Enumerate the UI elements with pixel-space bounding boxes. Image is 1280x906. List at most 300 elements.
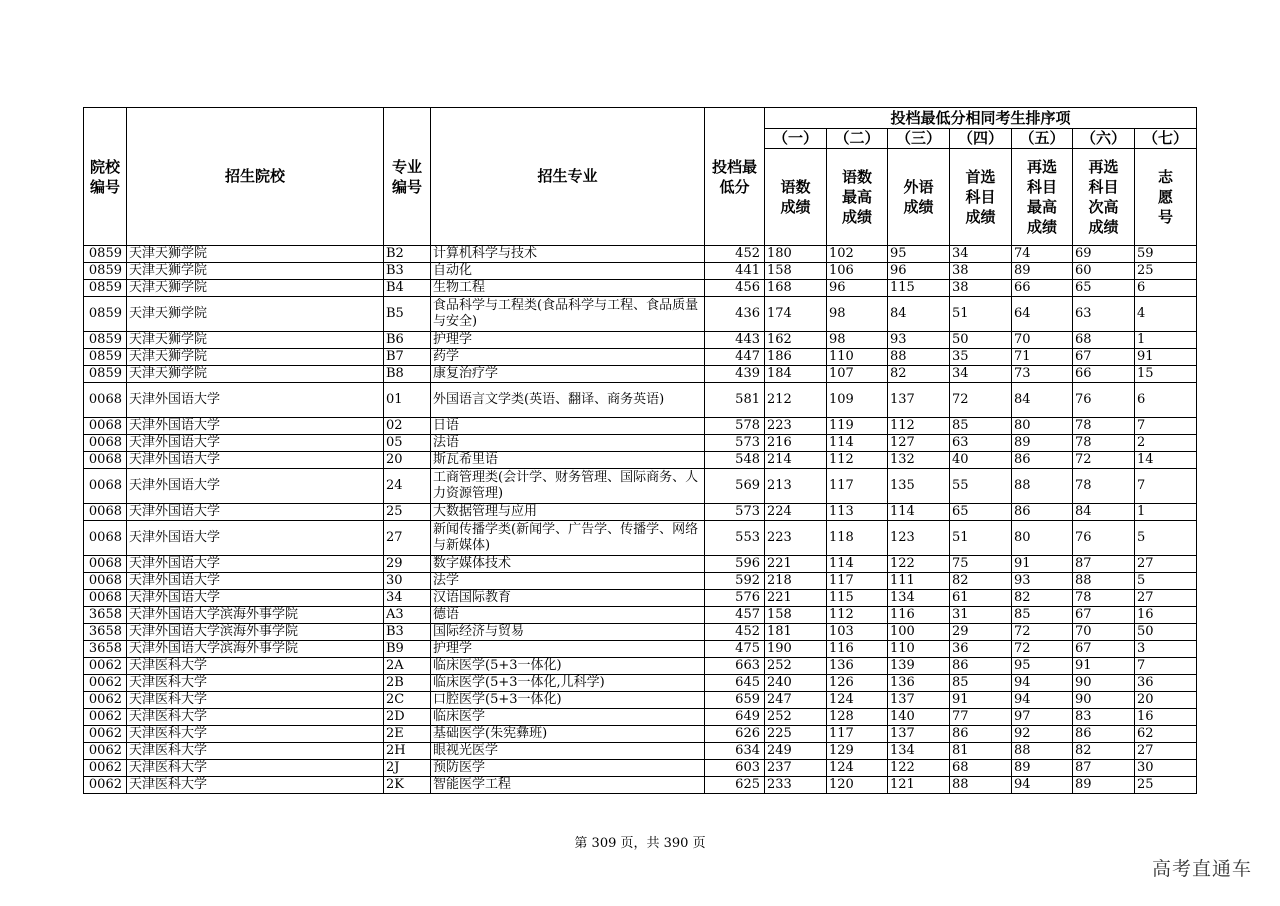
- first-subject-cell: 88: [950, 777, 1012, 794]
- major-code-cell: B5: [384, 297, 431, 332]
- elective-max-cell: 70: [1012, 332, 1073, 349]
- table-row: [84, 743, 1197, 760]
- foreign-lang-cell: 135: [888, 469, 950, 504]
- major-name-cell: 临床医学: [431, 709, 705, 726]
- school-code-cell: 0859: [84, 263, 127, 280]
- min-score-cell: 649: [705, 709, 765, 726]
- chinese-math-max-cell: 112: [827, 452, 888, 469]
- school-code-cell: 0062: [84, 658, 127, 675]
- major-name-cell: 基础医学(朱宪彝班): [431, 726, 705, 743]
- school-name-cell: 天津医科大学: [127, 726, 384, 743]
- min-score-cell: 553: [705, 521, 765, 556]
- first-subject-cell: 61: [950, 590, 1012, 607]
- foreign-lang-cell: 123: [888, 521, 950, 556]
- table-row: [84, 607, 1197, 624]
- major-name-cell: 国际经济与贸易: [431, 624, 705, 641]
- elective-max-cell: 74: [1012, 246, 1073, 263]
- chinese-math-cell: 162: [765, 332, 827, 349]
- elective-second-cell: 87: [1073, 556, 1135, 573]
- major-name-cell: 计算机科学与技术: [431, 246, 705, 263]
- chinese-math-cell: 240: [765, 675, 827, 692]
- major-name-cell: 预防医学: [431, 760, 705, 777]
- chinese-math-max-cell: 126: [827, 675, 888, 692]
- elective-max-cell: 84: [1012, 383, 1073, 418]
- first-subject-cell: 51: [950, 521, 1012, 556]
- first-subject-cell: 29: [950, 624, 1012, 641]
- chinese-math-max-cell: 107: [827, 366, 888, 383]
- chinese-math-cell: 213: [765, 469, 827, 504]
- elective-max-cell: 89: [1012, 435, 1073, 452]
- foreign-lang-cell: 122: [888, 760, 950, 777]
- elective-second-cell: 67: [1073, 641, 1135, 658]
- major-code-cell: 29: [384, 556, 431, 573]
- table-header: [84, 108, 1197, 246]
- chinese-math-cell: 247: [765, 692, 827, 709]
- chinese-math-cell: 233: [765, 777, 827, 794]
- school-name-cell: 天津外国语大学: [127, 504, 384, 521]
- major-name-cell: 智能医学工程: [431, 777, 705, 794]
- major-name-cell: 康复治疗学: [431, 366, 705, 383]
- school-code-cell: 0068: [84, 521, 127, 556]
- header-tiebreak-label: 语数最高成绩: [827, 149, 888, 246]
- chinese-math-max-cell: 106: [827, 263, 888, 280]
- major-code-cell: 01: [384, 383, 431, 418]
- preference-no-cell: 7: [1135, 418, 1197, 435]
- header-tiebreak-num: （六）: [1073, 129, 1135, 149]
- school-name-cell: 天津天狮学院: [127, 332, 384, 349]
- major-name-cell: 日语: [431, 418, 705, 435]
- major-name-cell: 德语: [431, 607, 705, 624]
- elective-max-cell: 94: [1012, 777, 1073, 794]
- major-code-cell: 25: [384, 504, 431, 521]
- preference-no-cell: 30: [1135, 760, 1197, 777]
- chinese-math-cell: 190: [765, 641, 827, 658]
- first-subject-cell: 68: [950, 760, 1012, 777]
- major-code-cell: B4: [384, 280, 431, 297]
- foreign-lang-cell: 137: [888, 692, 950, 709]
- min-score-cell: 592: [705, 573, 765, 590]
- chinese-math-max-cell: 98: [827, 332, 888, 349]
- major-name-cell: 斯瓦希里语: [431, 452, 705, 469]
- first-subject-cell: 86: [950, 726, 1012, 743]
- chinese-math-cell: 212: [765, 383, 827, 418]
- elective-max-cell: 66: [1012, 280, 1073, 297]
- elective-second-cell: 78: [1073, 435, 1135, 452]
- chinese-math-max-cell: 119: [827, 418, 888, 435]
- table-row: [84, 452, 1197, 469]
- table-row: [84, 692, 1197, 709]
- major-code-cell: 27: [384, 521, 431, 556]
- elective-second-cell: 67: [1073, 349, 1135, 366]
- chinese-math-max-cell: 103: [827, 624, 888, 641]
- school-name-cell: 天津外国语大学: [127, 418, 384, 435]
- school-code-cell: 3658: [84, 607, 127, 624]
- chinese-math-cell: 223: [765, 418, 827, 435]
- elective-second-cell: 91: [1073, 658, 1135, 675]
- elective-second-cell: 63: [1073, 297, 1135, 332]
- school-code-cell: 0062: [84, 709, 127, 726]
- school-name-cell: 天津外国语大学: [127, 469, 384, 504]
- preference-no-cell: 1: [1135, 504, 1197, 521]
- elective-max-cell: 97: [1012, 709, 1073, 726]
- chinese-math-cell: 252: [765, 709, 827, 726]
- elective-max-cell: 85: [1012, 607, 1073, 624]
- header-tiebreak-label: 再选科目最高成绩: [1012, 149, 1073, 246]
- first-subject-cell: 38: [950, 263, 1012, 280]
- table-row: [84, 709, 1197, 726]
- school-code-cell: 0068: [84, 383, 127, 418]
- elective-max-cell: 86: [1012, 504, 1073, 521]
- preference-no-cell: 36: [1135, 675, 1197, 692]
- header-tiebreak-num: （二）: [827, 129, 888, 149]
- major-code-cell: B8: [384, 366, 431, 383]
- min-score-cell: 578: [705, 418, 765, 435]
- elective-second-cell: 86: [1073, 726, 1135, 743]
- first-subject-cell: 38: [950, 280, 1012, 297]
- min-score-cell: 645: [705, 675, 765, 692]
- major-name-cell: 外国语言文学类(英语、翻译、商务英语): [431, 383, 705, 418]
- preference-no-cell: 2: [1135, 435, 1197, 452]
- first-subject-cell: 85: [950, 418, 1012, 435]
- table-row: [84, 435, 1197, 452]
- major-name-cell: 工商管理类(会计学、财务管理、国际商务、人力资源管理): [431, 469, 705, 504]
- foreign-lang-cell: 93: [888, 332, 950, 349]
- preference-no-cell: 50: [1135, 624, 1197, 641]
- preference-no-cell: 4: [1135, 297, 1197, 332]
- major-code-cell: A3: [384, 607, 431, 624]
- major-code-cell: 20: [384, 452, 431, 469]
- header-tiebreak-label: 首选科目成绩: [950, 149, 1012, 246]
- first-subject-cell: 34: [950, 366, 1012, 383]
- preference-no-cell: 7: [1135, 658, 1197, 675]
- table-row: [84, 641, 1197, 658]
- major-code-cell: 02: [384, 418, 431, 435]
- foreign-lang-cell: 134: [888, 590, 950, 607]
- first-subject-cell: 77: [950, 709, 1012, 726]
- min-score-cell: 452: [705, 246, 765, 263]
- header-tiebreak-num: （一）: [765, 129, 827, 149]
- page-footer: 第 309 页，共 390 页: [574, 836, 706, 851]
- foreign-lang-cell: 140: [888, 709, 950, 726]
- elective-max-cell: 72: [1012, 641, 1073, 658]
- major-name-cell: 生物工程: [431, 280, 705, 297]
- major-code-cell: 24: [384, 469, 431, 504]
- major-name-cell: 数字媒体技术: [431, 556, 705, 573]
- foreign-lang-cell: 110: [888, 641, 950, 658]
- first-subject-cell: 34: [950, 246, 1012, 263]
- school-code-cell: 3658: [84, 624, 127, 641]
- major-code-cell: 2J: [384, 760, 431, 777]
- header-tiebreak-label: 语数成绩: [765, 149, 827, 246]
- chinese-math-max-cell: 128: [827, 709, 888, 726]
- preference-no-cell: 25: [1135, 263, 1197, 280]
- table-row: [84, 332, 1197, 349]
- header-tiebreak-num: （四）: [950, 129, 1012, 149]
- preference-no-cell: 91: [1135, 349, 1197, 366]
- header-major-code: 专业编号: [384, 108, 431, 246]
- major-code-cell: B3: [384, 624, 431, 641]
- header-tiebreak-num: （三）: [888, 129, 950, 149]
- min-score-cell: 626: [705, 726, 765, 743]
- elective-max-cell: 93: [1012, 573, 1073, 590]
- elective-max-cell: 95: [1012, 658, 1073, 675]
- chinese-math-cell: 224: [765, 504, 827, 521]
- school-code-cell: 0859: [84, 366, 127, 383]
- admission-score-table: [83, 107, 1197, 794]
- school-code-cell: 0859: [84, 297, 127, 332]
- elective-max-cell: 91: [1012, 556, 1073, 573]
- first-subject-cell: 85: [950, 675, 1012, 692]
- first-subject-cell: 81: [950, 743, 1012, 760]
- table-row: [84, 418, 1197, 435]
- elective-max-cell: 94: [1012, 692, 1073, 709]
- elective-max-cell: 71: [1012, 349, 1073, 366]
- table-row: [84, 573, 1197, 590]
- min-score-cell: 603: [705, 760, 765, 777]
- school-name-cell: 天津外国语大学: [127, 435, 384, 452]
- elective-max-cell: 89: [1012, 263, 1073, 280]
- school-name-cell: 天津天狮学院: [127, 280, 384, 297]
- preference-no-cell: 6: [1135, 280, 1197, 297]
- major-name-cell: 眼视光医学: [431, 743, 705, 760]
- school-name-cell: 天津天狮学院: [127, 297, 384, 332]
- major-name-cell: 新闻传播学类(新闻学、广告学、传播学、网络与新媒体): [431, 521, 705, 556]
- school-name-cell: 天津天狮学院: [127, 246, 384, 263]
- chinese-math-max-cell: 102: [827, 246, 888, 263]
- min-score-cell: 596: [705, 556, 765, 573]
- elective-max-cell: 82: [1012, 590, 1073, 607]
- school-code-cell: 0062: [84, 726, 127, 743]
- first-subject-cell: 86: [950, 658, 1012, 675]
- first-subject-cell: 91: [950, 692, 1012, 709]
- school-name-cell: 天津外国语大学滨海外事学院: [127, 624, 384, 641]
- table-row: [84, 590, 1197, 607]
- school-name-cell: 天津外国语大学: [127, 521, 384, 556]
- preference-no-cell: 3: [1135, 641, 1197, 658]
- school-code-cell: 0062: [84, 777, 127, 794]
- elective-second-cell: 78: [1073, 418, 1135, 435]
- min-score-cell: 439: [705, 366, 765, 383]
- table-row: [84, 297, 1197, 332]
- chinese-math-cell: 225: [765, 726, 827, 743]
- preference-no-cell: 25: [1135, 777, 1197, 794]
- major-code-cell: 30: [384, 573, 431, 590]
- major-code-cell: 2K: [384, 777, 431, 794]
- chinese-math-max-cell: 117: [827, 573, 888, 590]
- major-code-cell: B2: [384, 246, 431, 263]
- chinese-math-max-cell: 110: [827, 349, 888, 366]
- elective-second-cell: 65: [1073, 280, 1135, 297]
- school-name-cell: 天津医科大学: [127, 743, 384, 760]
- school-code-cell: 0859: [84, 349, 127, 366]
- elective-second-cell: 69: [1073, 246, 1135, 263]
- first-subject-cell: 35: [950, 349, 1012, 366]
- major-code-cell: 34: [384, 590, 431, 607]
- elective-second-cell: 89: [1073, 777, 1135, 794]
- table-row: [84, 246, 1197, 263]
- preference-no-cell: 59: [1135, 246, 1197, 263]
- table-row: [84, 504, 1197, 521]
- foreign-lang-cell: 95: [888, 246, 950, 263]
- header-tiebreak-num: （五）: [1012, 129, 1073, 149]
- header-min-score: 投档最低分: [705, 108, 765, 246]
- min-score-cell: 576: [705, 590, 765, 607]
- elective-second-cell: 90: [1073, 692, 1135, 709]
- elective-max-cell: 80: [1012, 521, 1073, 556]
- chinese-math-max-cell: 112: [827, 607, 888, 624]
- major-name-cell: 大数据管理与应用: [431, 504, 705, 521]
- chinese-math-cell: 158: [765, 263, 827, 280]
- major-name-cell: 口腔医学(5+3一体化): [431, 692, 705, 709]
- school-code-cell: 0068: [84, 435, 127, 452]
- chinese-math-cell: 237: [765, 760, 827, 777]
- header-major-name: 招生专业: [431, 108, 705, 246]
- elective-second-cell: 60: [1073, 263, 1135, 280]
- school-name-cell: 天津外国语大学: [127, 573, 384, 590]
- table-row: [84, 349, 1197, 366]
- school-code-cell: 3658: [84, 641, 127, 658]
- header-tiebreak-label: 外语成绩: [888, 149, 950, 246]
- school-code-cell: 0062: [84, 692, 127, 709]
- elective-max-cell: 92: [1012, 726, 1073, 743]
- chinese-math-cell: 221: [765, 556, 827, 573]
- table-row: [84, 675, 1197, 692]
- preference-no-cell: 5: [1135, 521, 1197, 556]
- min-score-cell: 548: [705, 452, 765, 469]
- first-subject-cell: 36: [950, 641, 1012, 658]
- table-row: [84, 280, 1197, 297]
- preference-no-cell: 7: [1135, 469, 1197, 504]
- header-tiebreak-num: （七）: [1135, 129, 1197, 149]
- header-school-code: 院校编号: [84, 108, 127, 246]
- preference-no-cell: 27: [1135, 590, 1197, 607]
- major-name-cell: 法语: [431, 435, 705, 452]
- foreign-lang-cell: 100: [888, 624, 950, 641]
- school-code-cell: 0068: [84, 573, 127, 590]
- chinese-math-cell: 186: [765, 349, 827, 366]
- table-row: [84, 658, 1197, 675]
- first-subject-cell: 65: [950, 504, 1012, 521]
- min-score-cell: 659: [705, 692, 765, 709]
- chinese-math-max-cell: 136: [827, 658, 888, 675]
- school-name-cell: 天津外国语大学: [127, 452, 384, 469]
- school-code-cell: 0068: [84, 556, 127, 573]
- min-score-cell: 452: [705, 624, 765, 641]
- min-score-cell: 436: [705, 297, 765, 332]
- major-name-cell: 护理学: [431, 641, 705, 658]
- major-code-cell: B3: [384, 263, 431, 280]
- preference-no-cell: 16: [1135, 607, 1197, 624]
- school-name-cell: 天津天狮学院: [127, 366, 384, 383]
- school-code-cell: 0062: [84, 675, 127, 692]
- chinese-math-max-cell: 117: [827, 469, 888, 504]
- chinese-math-cell: 223: [765, 521, 827, 556]
- elective-max-cell: 72: [1012, 624, 1073, 641]
- chinese-math-cell: 249: [765, 743, 827, 760]
- foreign-lang-cell: 114: [888, 504, 950, 521]
- school-name-cell: 天津医科大学: [127, 692, 384, 709]
- major-name-cell: 自动化: [431, 263, 705, 280]
- preference-no-cell: 1: [1135, 332, 1197, 349]
- major-code-cell: 2B: [384, 675, 431, 692]
- chinese-math-max-cell: 120: [827, 777, 888, 794]
- school-name-cell: 天津医科大学: [127, 709, 384, 726]
- preference-no-cell: 16: [1135, 709, 1197, 726]
- school-name-cell: 天津医科大学: [127, 777, 384, 794]
- table-row: [84, 760, 1197, 777]
- elective-second-cell: 76: [1073, 521, 1135, 556]
- major-code-cell: B9: [384, 641, 431, 658]
- preference-no-cell: 20: [1135, 692, 1197, 709]
- chinese-math-cell: 180: [765, 246, 827, 263]
- first-subject-cell: 31: [950, 607, 1012, 624]
- preference-no-cell: 5: [1135, 573, 1197, 590]
- school-code-cell: 0068: [84, 469, 127, 504]
- elective-second-cell: 83: [1073, 709, 1135, 726]
- elective-second-cell: 78: [1073, 469, 1135, 504]
- chinese-math-cell: 184: [765, 366, 827, 383]
- elective-second-cell: 66: [1073, 366, 1135, 383]
- elective-second-cell: 78: [1073, 590, 1135, 607]
- min-score-cell: 573: [705, 435, 765, 452]
- elective-second-cell: 84: [1073, 504, 1135, 521]
- elective-max-cell: 88: [1012, 469, 1073, 504]
- elective-second-cell: 72: [1073, 452, 1135, 469]
- header-school-name: 招生院校: [127, 108, 384, 246]
- table-body: [84, 246, 1197, 794]
- table-row: [84, 521, 1197, 556]
- foreign-lang-cell: 132: [888, 452, 950, 469]
- first-subject-cell: 51: [950, 297, 1012, 332]
- foreign-lang-cell: 134: [888, 743, 950, 760]
- elective-second-cell: 68: [1073, 332, 1135, 349]
- foreign-lang-cell: 137: [888, 726, 950, 743]
- elective-max-cell: 64: [1012, 297, 1073, 332]
- chinese-math-cell: 181: [765, 624, 827, 641]
- chinese-math-max-cell: 114: [827, 435, 888, 452]
- major-code-cell: 2E: [384, 726, 431, 743]
- chinese-math-max-cell: 96: [827, 280, 888, 297]
- table-row: [84, 383, 1197, 418]
- chinese-math-max-cell: 109: [827, 383, 888, 418]
- first-subject-cell: 50: [950, 332, 1012, 349]
- preference-no-cell: 15: [1135, 366, 1197, 383]
- preference-no-cell: 14: [1135, 452, 1197, 469]
- school-name-cell: 天津外国语大学滨海外事学院: [127, 641, 384, 658]
- foreign-lang-cell: 136: [888, 675, 950, 692]
- foreign-lang-cell: 96: [888, 263, 950, 280]
- school-name-cell: 天津医科大学: [127, 675, 384, 692]
- major-code-cell: B7: [384, 349, 431, 366]
- first-subject-cell: 63: [950, 435, 1012, 452]
- chinese-math-max-cell: 114: [827, 556, 888, 573]
- header-tiebreak-label: 志愿号: [1135, 149, 1197, 246]
- table-row: [84, 366, 1197, 383]
- chinese-math-cell: 214: [765, 452, 827, 469]
- foreign-lang-cell: 112: [888, 418, 950, 435]
- foreign-lang-cell: 82: [888, 366, 950, 383]
- chinese-math-max-cell: 116: [827, 641, 888, 658]
- chinese-math-cell: 174: [765, 297, 827, 332]
- elective-max-cell: 88: [1012, 743, 1073, 760]
- chinese-math-cell: 158: [765, 607, 827, 624]
- table-row: [84, 726, 1197, 743]
- chinese-math-max-cell: 117: [827, 726, 888, 743]
- school-code-cell: 0068: [84, 452, 127, 469]
- preference-no-cell: 27: [1135, 743, 1197, 760]
- school-code-cell: 0068: [84, 504, 127, 521]
- elective-second-cell: 90: [1073, 675, 1135, 692]
